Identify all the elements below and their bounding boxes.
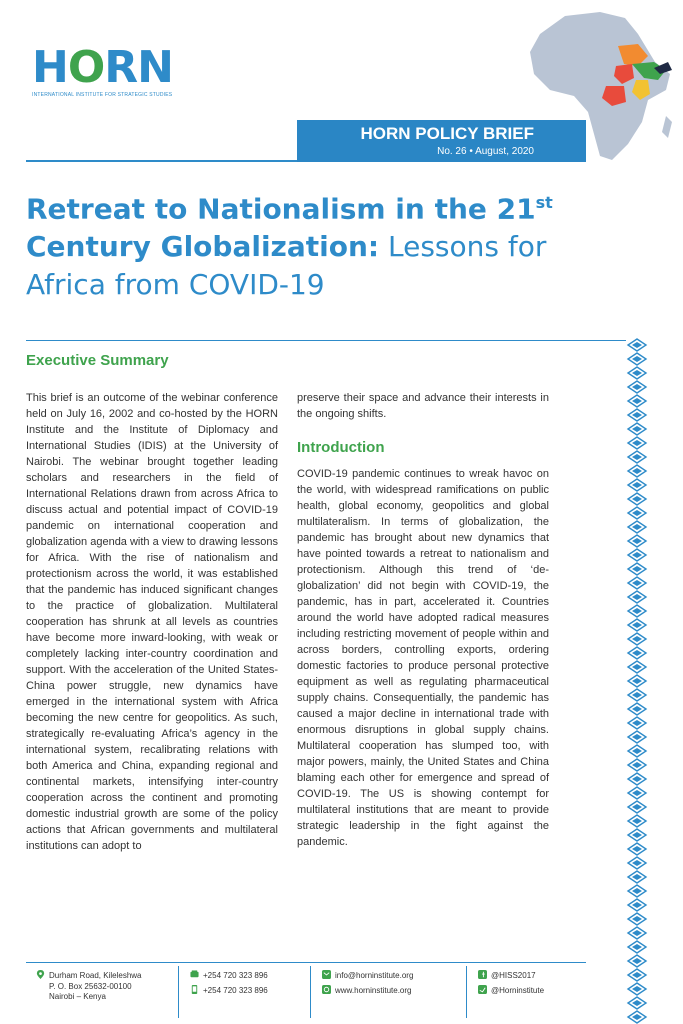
logo-wordmark: HORN <box>32 42 173 93</box>
email-link[interactable]: info@horninstitute.org <box>335 971 414 980</box>
footer-separator <box>310 966 311 1018</box>
website-link[interactable]: www.horninstitute.org <box>335 985 412 995</box>
introduction-text: COVID-19 pandemic continues to wreak havoc on the world, with widespread ramifications on public health, global economy, geopolitics and global multilateralism. In terms of globalization, the pandemic has brought about new dynamics that have pointed towards a retreat to nationalism and protectionism. Although this trend of ‘de-globalization’ did not begin with COVID-19, the pandemic, has in part, accelerated it. Countries around the world have adopted radical measures including restricting movement of people within and across borders, controlling exports, ordering domestic factories to produce personal protective equipment as well as regulating pharmaceutical supply chains. Consequentially, the pandemic has caused a major decline in international trade with enormous disruptions in global supply chains. Multilateral cooperation has slumped too, with major powers, mainly, the United States and China blaming each other for emergence and spread of COVID-19. The US is showing contempt for multilateral institutions that are meant to provide strategic leadership in the fight against the pandemic. <box>297 468 549 848</box>
right-column <box>297 390 549 850</box>
introduction-heading: Introduction <box>297 439 385 456</box>
footer-phones: +254 720 323 896 +254 720 323 896 <box>190 970 268 996</box>
horn-logo <box>32 42 173 98</box>
footer-rule <box>26 962 586 963</box>
brief-title: HORN POLICY BRIEF <box>360 124 534 143</box>
policy-brief-banner <box>297 120 586 162</box>
decorative-border-pattern <box>626 338 648 1024</box>
footer-separator <box>178 966 179 1018</box>
footer-address: Durham Road, Kileleshwa P. O. Box 25632-00100 Nairobi – Kenya <box>36 970 142 1003</box>
footer-separator <box>466 966 467 1018</box>
facebook-icon <box>478 970 487 979</box>
facebook-handle[interactable]: @HISS2017 <box>491 971 536 980</box>
location-pin-icon <box>36 970 45 979</box>
email-icon <box>322 970 331 979</box>
footer-web <box>322 970 413 996</box>
executive-summary-continued: preserve their space and advance their interests in the ongoing shifts. <box>297 392 549 420</box>
page-title: Retreat to Nationalism in the 21st Century Globalization: Lessons for Africa from COVID-19 <box>26 192 553 302</box>
executive-summary-heading: Executive Summary <box>26 352 169 369</box>
logo-subtitle: INTERNATIONAL INSTITUTE FOR STRATEGIC STUDIES <box>32 92 173 98</box>
footer-social <box>478 970 544 996</box>
twitter-handle[interactable]: @Horninstitute <box>491 985 545 995</box>
brief-meta: No. 26 • August, 2020 <box>437 146 534 157</box>
phone-icon <box>190 970 199 979</box>
mobile-icon <box>190 985 199 994</box>
title-rule <box>26 340 626 341</box>
executive-summary-text: This brief is an outcome of the webinar conference held on July 16, 2002 and co-hosted by the HORN Institute and the Institute of Diplomacy and International Studies (IDIS) at the University of Nairobi. The webinar brought together leading scholars and researchers in the field of International Relations drawn from across Africa to discuss actual and potential impact of COVID-19 pandemic on international cooperation and globalization agenda with a view to drawing lessons for Africa. With the rise of nationalism and protectionism across the world, it was established that the pandemic has induced significant changes to the practice of globalization. Multilateral cooperation has shrunk at all levels as countries have become more inward-looking, with weak or completely lacking inter-country coordination and support. With the acceleration of the United States-China power struggle, new dynamics have emerged in the international system with Africa becoming the new centre for geopolitics. As such, strategically re-evaluating Africa’s agency in the international system, recalibrating relations with both America and China, expanding regional and continental markets, intensifying inter-country cooperation across the continent and promoting domestic industrial growth are some of the policy actions that African governments and multilateral institutions can adopt to <box>26 392 278 852</box>
twitter-icon <box>478 985 487 994</box>
web-icon <box>322 985 331 994</box>
